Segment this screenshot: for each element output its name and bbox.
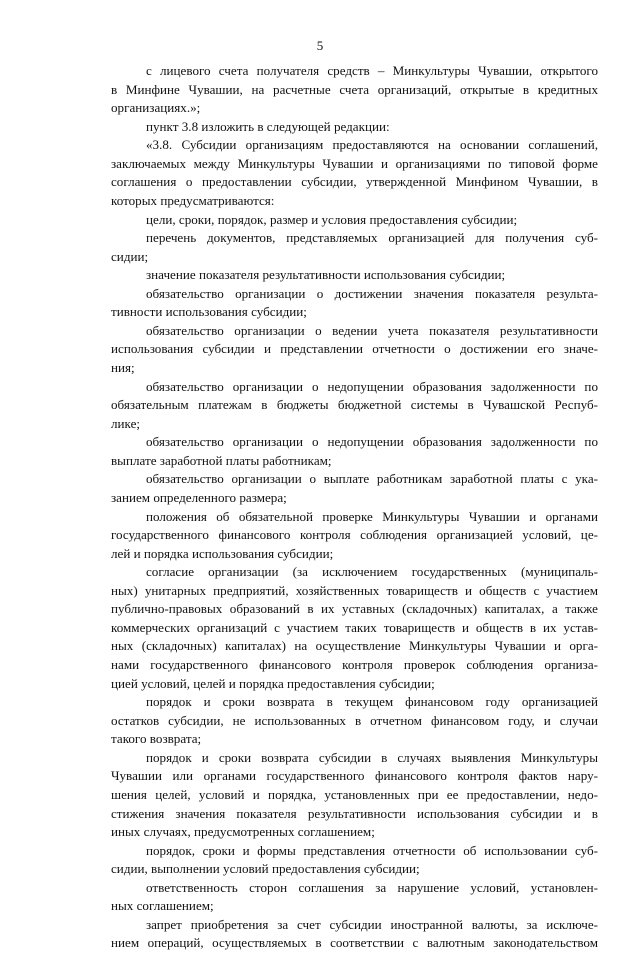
page-number: 5 [316, 38, 324, 53]
text-line: обязательство организации о выплате работникам заработной платы с ука- [146, 471, 598, 487]
text-line: ответственность сторон соглашения за нарушение условий, установлен- [146, 879, 598, 895]
text-line: нами государственного финансового контроля проверок соблюдения организа- [111, 657, 598, 672]
text-line: обязательство организации о недопущении образования задолженности по [146, 378, 598, 394]
text-line: использования субсидии и представлении отчетности о достижении его значе- [111, 341, 598, 357]
text-line: сидии; [111, 248, 149, 264]
text-line: которых предусматриваются: [111, 192, 275, 208]
text-line: публично-правовых образований в их уставных (складочных) капиталах, а также [111, 601, 598, 617]
text-line: перечень документов, представляемых организацией для получения суб- [146, 230, 598, 246]
text-line: порядок и сроки возврата субсидии в случаях выявления Минкультуры [146, 749, 598, 765]
text-line: стижения значения показателя результативности использования субсидии и в [111, 805, 598, 821]
text-line: занием определенного размера; [111, 489, 287, 505]
text-line: лике; [111, 415, 141, 431]
text-line: в Минфине Чувашии, на расчетные счета организаций, открытые в кредитных [111, 81, 598, 97]
text-line: организациях.»; [111, 100, 201, 116]
text-line: положения об обязательной проверке Минкультуры Чувашии и органами [146, 508, 598, 524]
text-line: запрет приобретения за счет субсидии иностранной валюты, за исключе- [146, 916, 598, 932]
text-line: шения целей, условий и порядка, установленных при ее предоставлении, недо- [111, 786, 598, 802]
text-line: соглашения о предоставлении субсидии, утвержденной Минфином Чувашии, в [111, 174, 598, 190]
text-line: ных) унитарных предприятий, хозяйственных товариществ и обществ с участием [111, 582, 598, 598]
text-line: порядок и сроки возврата в текущем финансовом году организацией [146, 694, 598, 710]
text-line: согласие организации (за исключением государственных (муниципаль- [146, 564, 598, 580]
text-line: ных соглашением; [111, 898, 214, 914]
text-line: пункт 3.8 изложить в следующей редакции: [146, 118, 390, 134]
text-line: лей и порядка использования субсидии; [111, 545, 334, 561]
text-line: нием операций, осуществляемых в соответствии с валютным законодательством [111, 935, 598, 951]
text-line: ных (складочных) капиталах) на осуществление Минкультуры Чувашии и орга- [111, 638, 598, 654]
text-line: обязательство организации о недопущении образования задолженности по [146, 434, 598, 450]
text-line: обязательство организации о ведении учета показателя результативности [146, 322, 598, 338]
text-line: цели, сроки, порядок, размер и условия предоставления субсидии; [146, 211, 518, 227]
text-line: сидии, выполнении условий предоставления субсидии; [111, 861, 420, 877]
text-line: остатков субсидии, не использованных в отчетном финансовом году, и случаи [111, 712, 598, 728]
text-line: с лицевого счета получателя средств – Минкультуры Чувашии, открытого [146, 63, 598, 78]
text-line: цией условий, целей и порядка предоставления субсидии; [111, 675, 435, 691]
text-line: Чувашии или органами государственного финансового контроля фактов нару- [111, 768, 598, 784]
text-line: коммерческих организаций с участием таких товариществ и обществ в их устав- [111, 619, 598, 635]
text-line: иных случаях, предусмотренных соглашением; [111, 824, 375, 840]
text-line: обязательным платежам в бюджеты бюджетной системы в Чувашской Респуб- [111, 397, 598, 413]
document-body [111, 62, 598, 953]
text-line: выплате заработной платы работникам; [111, 452, 332, 468]
text-line: обязательство организации о достижении значения показателя результа- [146, 285, 598, 301]
text-line: ния; [111, 360, 135, 375]
text-line: порядок, сроки и формы представления отчетности об использовании суб- [146, 842, 598, 858]
text-line: «3.8. Субсидии организациям предоставляются на основании соглашений, [146, 137, 598, 153]
text-line: заключаемых между Минкультуры Чувашии и организациями по типовой форме [111, 155, 598, 171]
text-line: тивности использования субсидии; [111, 304, 307, 320]
text-line: такого возврата; [111, 731, 202, 747]
text-line: значение показателя результативности использования субсидии; [146, 267, 506, 283]
text-line: государственного финансового контроля соблюдения организацией условий, це- [111, 527, 598, 543]
